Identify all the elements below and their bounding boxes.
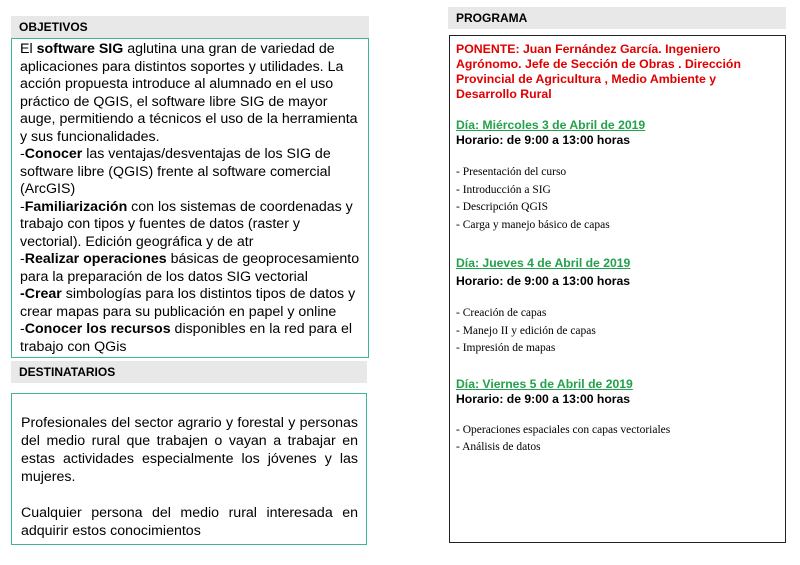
objetivos-paragraph-3: -Realizar operaciones básicas de geoprocesamiento para la preparación de los datos SIG vectorial: [20, 251, 360, 285]
objetivos-paragraph-5: -Conocer los recursos disponibles en la red para el trabajo con QGis: [20, 321, 353, 355]
list-item: - Presentación del curso: [456, 166, 567, 178]
day-block-2: [456, 256, 780, 358]
objetivos-paragraph-2: -Familiarización con los sistemas de coordenadas y trabajo con tipos y fuentes de datos (raster y vectorial). Edición geográfica y de atr: [20, 198, 353, 250]
destinatarios-text: [12, 394, 366, 540]
programa-box: [449, 35, 786, 543]
destinatarios-header: DESTINATARIOS: [11, 361, 367, 383]
day-title: Día: Miércoles 3 de Abril de 2019: [456, 118, 646, 132]
agenda-list: [456, 164, 780, 234]
list-item: - Operaciones espaciales con capas vectoriales: [456, 423, 671, 436]
day-hours: Horario: de 9:00 a 13:00 horas: [456, 391, 631, 406]
destinatarios-box: [11, 393, 367, 545]
list-item: - Descripción QGIS: [456, 201, 548, 213]
day-title: Día: Jueves 4 de Abril de 2019: [456, 256, 631, 270]
day-block-1: [456, 118, 780, 234]
objetivos-box: [11, 38, 369, 358]
day-title: Día: Viernes 5 de Abril de 2019: [456, 376, 633, 391]
destinatarios-paragraph-2: Cualquier persona del medio rural interesada en adquirir estos conocimientos: [21, 505, 358, 539]
day-hours: Horario: de 9:00 a 13:00 horas: [456, 274, 631, 288]
objetivos-paragraph-0: El software SIG aglutina una gran de variedad de aplicaciones para distintos soportes y utilidades. La acción propuesta introduce al alumnado en el uso práctico de QGIS, el software libre SIG de mayor auge, permitiendo a técnicos el uso de la herramienta y sus funcionalidades.: [20, 41, 358, 145]
day-block-3: [456, 377, 780, 457]
objetivos-header: OBJETIVOS: [11, 16, 369, 38]
list-item: - Impresión de mapas: [456, 342, 556, 354]
list-item: - Creación de capas: [456, 307, 547, 319]
list-item: - Introducción a SIG: [456, 183, 551, 196]
list-item: - Carga y manejo básico de capas: [456, 218, 610, 231]
objetivos-text: [12, 39, 368, 356]
list-item: - Manejo II y edición de capas: [456, 324, 596, 337]
agenda-list: [456, 422, 780, 457]
objetivos-paragraph-1: -Conocer las ventajas/desventajas de los SIG de software libre (QGIS) frente al software comercial (ArcGIS): [20, 146, 331, 197]
list-item: - Análisis de datos: [456, 441, 541, 453]
agenda-list: [456, 305, 780, 358]
programa-header: PROGRAMA: [448, 7, 786, 29]
destinatarios-paragraph-1: Profesionales del sector agrario y forestal y personas del medio rural que trabajen o vayan a trabajar en estas actividades especialmente los jóvenes y las mujeres.: [21, 415, 358, 485]
objetivos-paragraph-4: -Crear simbologías para los distintos tipos de datos y crear mapas para su publicación en papel y online: [20, 286, 356, 320]
ponente-text: PONENTE: Juan Fernández García. Ingeniero Agrónomo. Jefe de Sección de Obras . Dirección Provincial de Agricultura , Medio Ambiente y Desarrollo Rural: [456, 42, 741, 101]
day-hours: Horario: de 9:00 a 13:00 horas: [456, 133, 631, 147]
